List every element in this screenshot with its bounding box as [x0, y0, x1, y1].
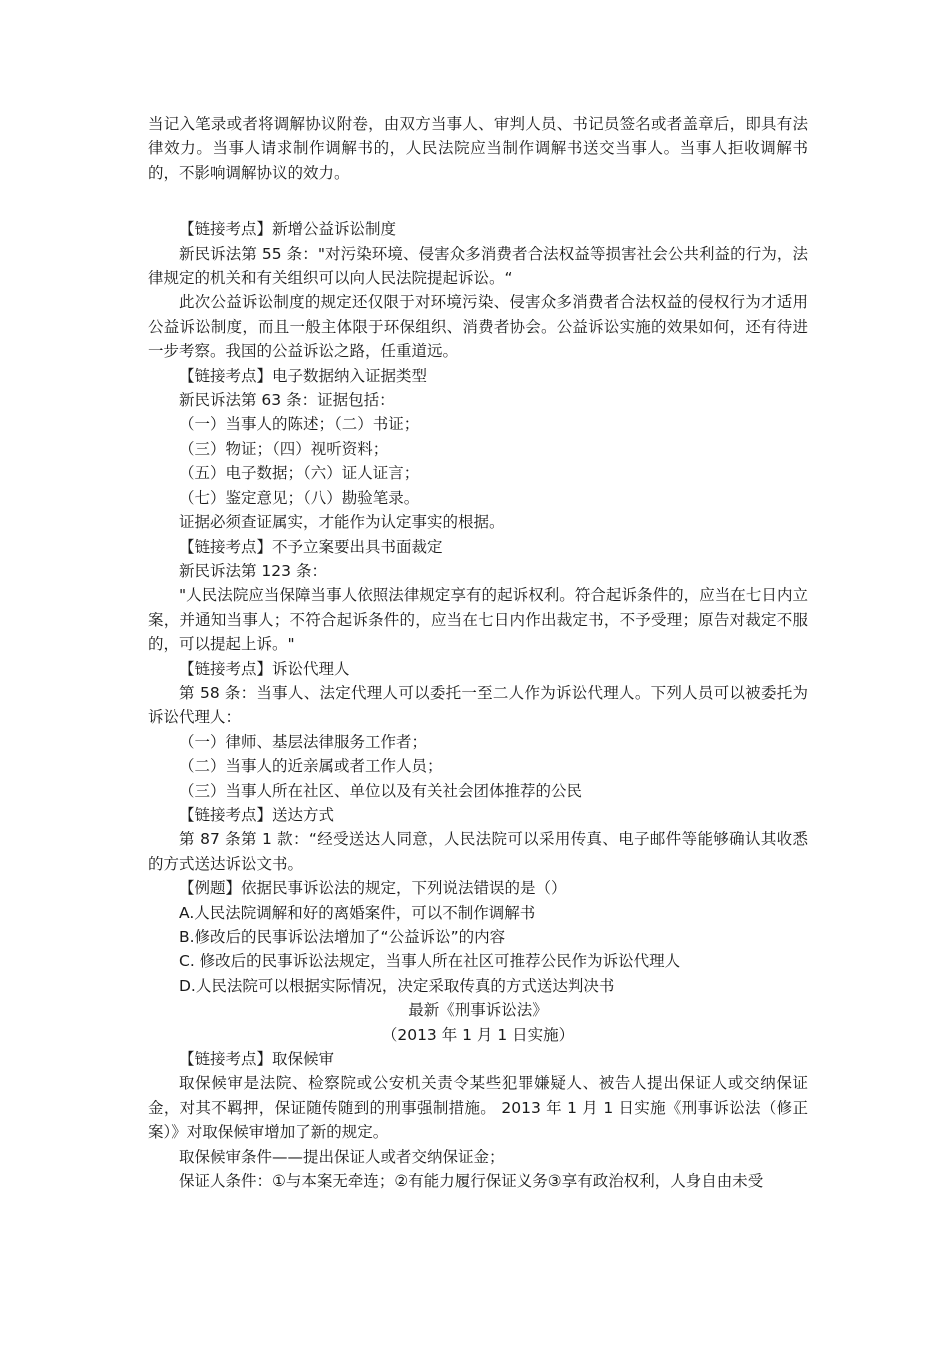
heading-bail: 【链接考点】取保候审 [179, 1050, 335, 1069]
article-55: 新民诉法第 55 条："对污染环境、侵害众多消费者合法权益等损害社会公共利益的行为，法律规定的机关和有关组织可以向人民法院提起诉讼。“ [148, 244, 808, 288]
example-option-d: D.人民法院可以根据实际情况，决定采取传真的方式送达判决书 [179, 976, 615, 995]
article-58: 第 58 条：当事人、法定代理人可以委托一至二人作为诉讼代理人。下列人员可以被委托为诉讼代理人： [148, 683, 808, 727]
criminal-law-title: 最新《刑事诉讼法》 [408, 1001, 548, 1020]
evidence-item: （一）当事人的陈述；（二）书证； [179, 415, 420, 434]
bail-conditions: 取保候审条件——提出保证人或者交纳保证金； [179, 1147, 505, 1166]
article-123: 新民诉法第 123 条： [179, 561, 327, 580]
example-option-c: C. 修改后的民事诉讼法规定，当事人所在社区可推荐公民作为诉讼代理人 [179, 952, 681, 971]
heading-filing: 【链接考点】不予立案要出具书面裁定 [179, 537, 443, 556]
heading-service: 【链接考点】送达方式 [179, 805, 335, 824]
agent-item: （二）当事人的近亲属或者工作人员； [179, 757, 443, 776]
example-option-a: A.人民法院调解和好的离婚案件，可以不制作调解书 [179, 903, 536, 922]
top-paragraph: 当记入笔录或者将调解协议附卷，由双方当事人、审判人员、书记员签名或者盖章后，即具有法律效力。当事人请求制作调解书的，人民法院应当制作调解书送交当事人。当事人拒收调解书的，不影响调解协议的效力。 [148, 115, 808, 182]
bail-definition: 取保候审是法院、检察院或公安机关责令某些犯罪嫌疑人、被告人提出保证人或交纳保证金，对其不羁押，保证随传随到的刑事强制措施。 2013 年 1 月 1 日实施《刑事诉讼法（修正案）》对取保候审增加了新的规定。 [148, 1074, 808, 1142]
evidence-closing: 证据必须查证属实，才能作为认定事实的根据。 [179, 513, 505, 532]
evidence-item: （五）电子数据；（六）证人证言； [179, 464, 420, 483]
evidence-item: （七）鉴定意见；（八）勘验笔录。 [179, 488, 420, 507]
heading-evidence: 【链接考点】电子数据纳入证据类型 [179, 366, 428, 385]
heading-agent: 【链接考点】诉讼代理人 [179, 659, 350, 678]
heading-public-interest: 【链接考点】新增公益诉讼制度 [179, 220, 397, 239]
article-87: 第 87 条第 1 款：“经受送达人同意，人民法院可以采用传真、电子邮件等能够确认其收悉的方式送达诉讼文书。 [148, 830, 808, 873]
evidence-item: （三）物证；（四）视听资料； [179, 439, 389, 458]
quote-article-123: "人民法院应当保障当事人依照法律规定享有的起诉权利。符合起诉条件的，应当在七日内立案，并通知当事人；不符合起诉条件的，应当在七日内作出裁定书，不予受理；原告对裁定不服的，可以提起上诉。" [148, 586, 808, 654]
example-option-b: B.修改后的民事诉讼法增加了“公益诉讼”的内容 [179, 928, 506, 946]
commentary-public-interest: 此次公益诉讼制度的规定还仅限于对环境污染、侵害众多消费者合法权益的侵权行为才适用公益诉讼制度，而且一般主体限于环保组织、消费者协会。公益诉讼实施的效果如何，还有待进一步考察。我国的公益诉讼之路，任重道远。 [148, 293, 808, 361]
agent-item: （三）当事人所在社区、单位以及有关社会团体推荐的公民 [179, 781, 583, 800]
criminal-law-subtitle: （2013 年 1 月 1 日实施） [381, 1025, 575, 1044]
agent-item: （一）律师、基层法律服务工作者； [179, 732, 428, 751]
paragraph-gap [148, 185, 808, 217]
document-body [148, 112, 808, 1193]
bail-guarantor: 保证人条件：①与本案无牵连；②有能力履行保证义务③享有政治权利，人身自由未受 [179, 1172, 764, 1191]
article-63: 新民诉法第 63 条：证据包括： [179, 391, 395, 410]
example-question: 【例题】依据民事诉讼法的规定，下列说法错误的是（） [179, 879, 567, 898]
